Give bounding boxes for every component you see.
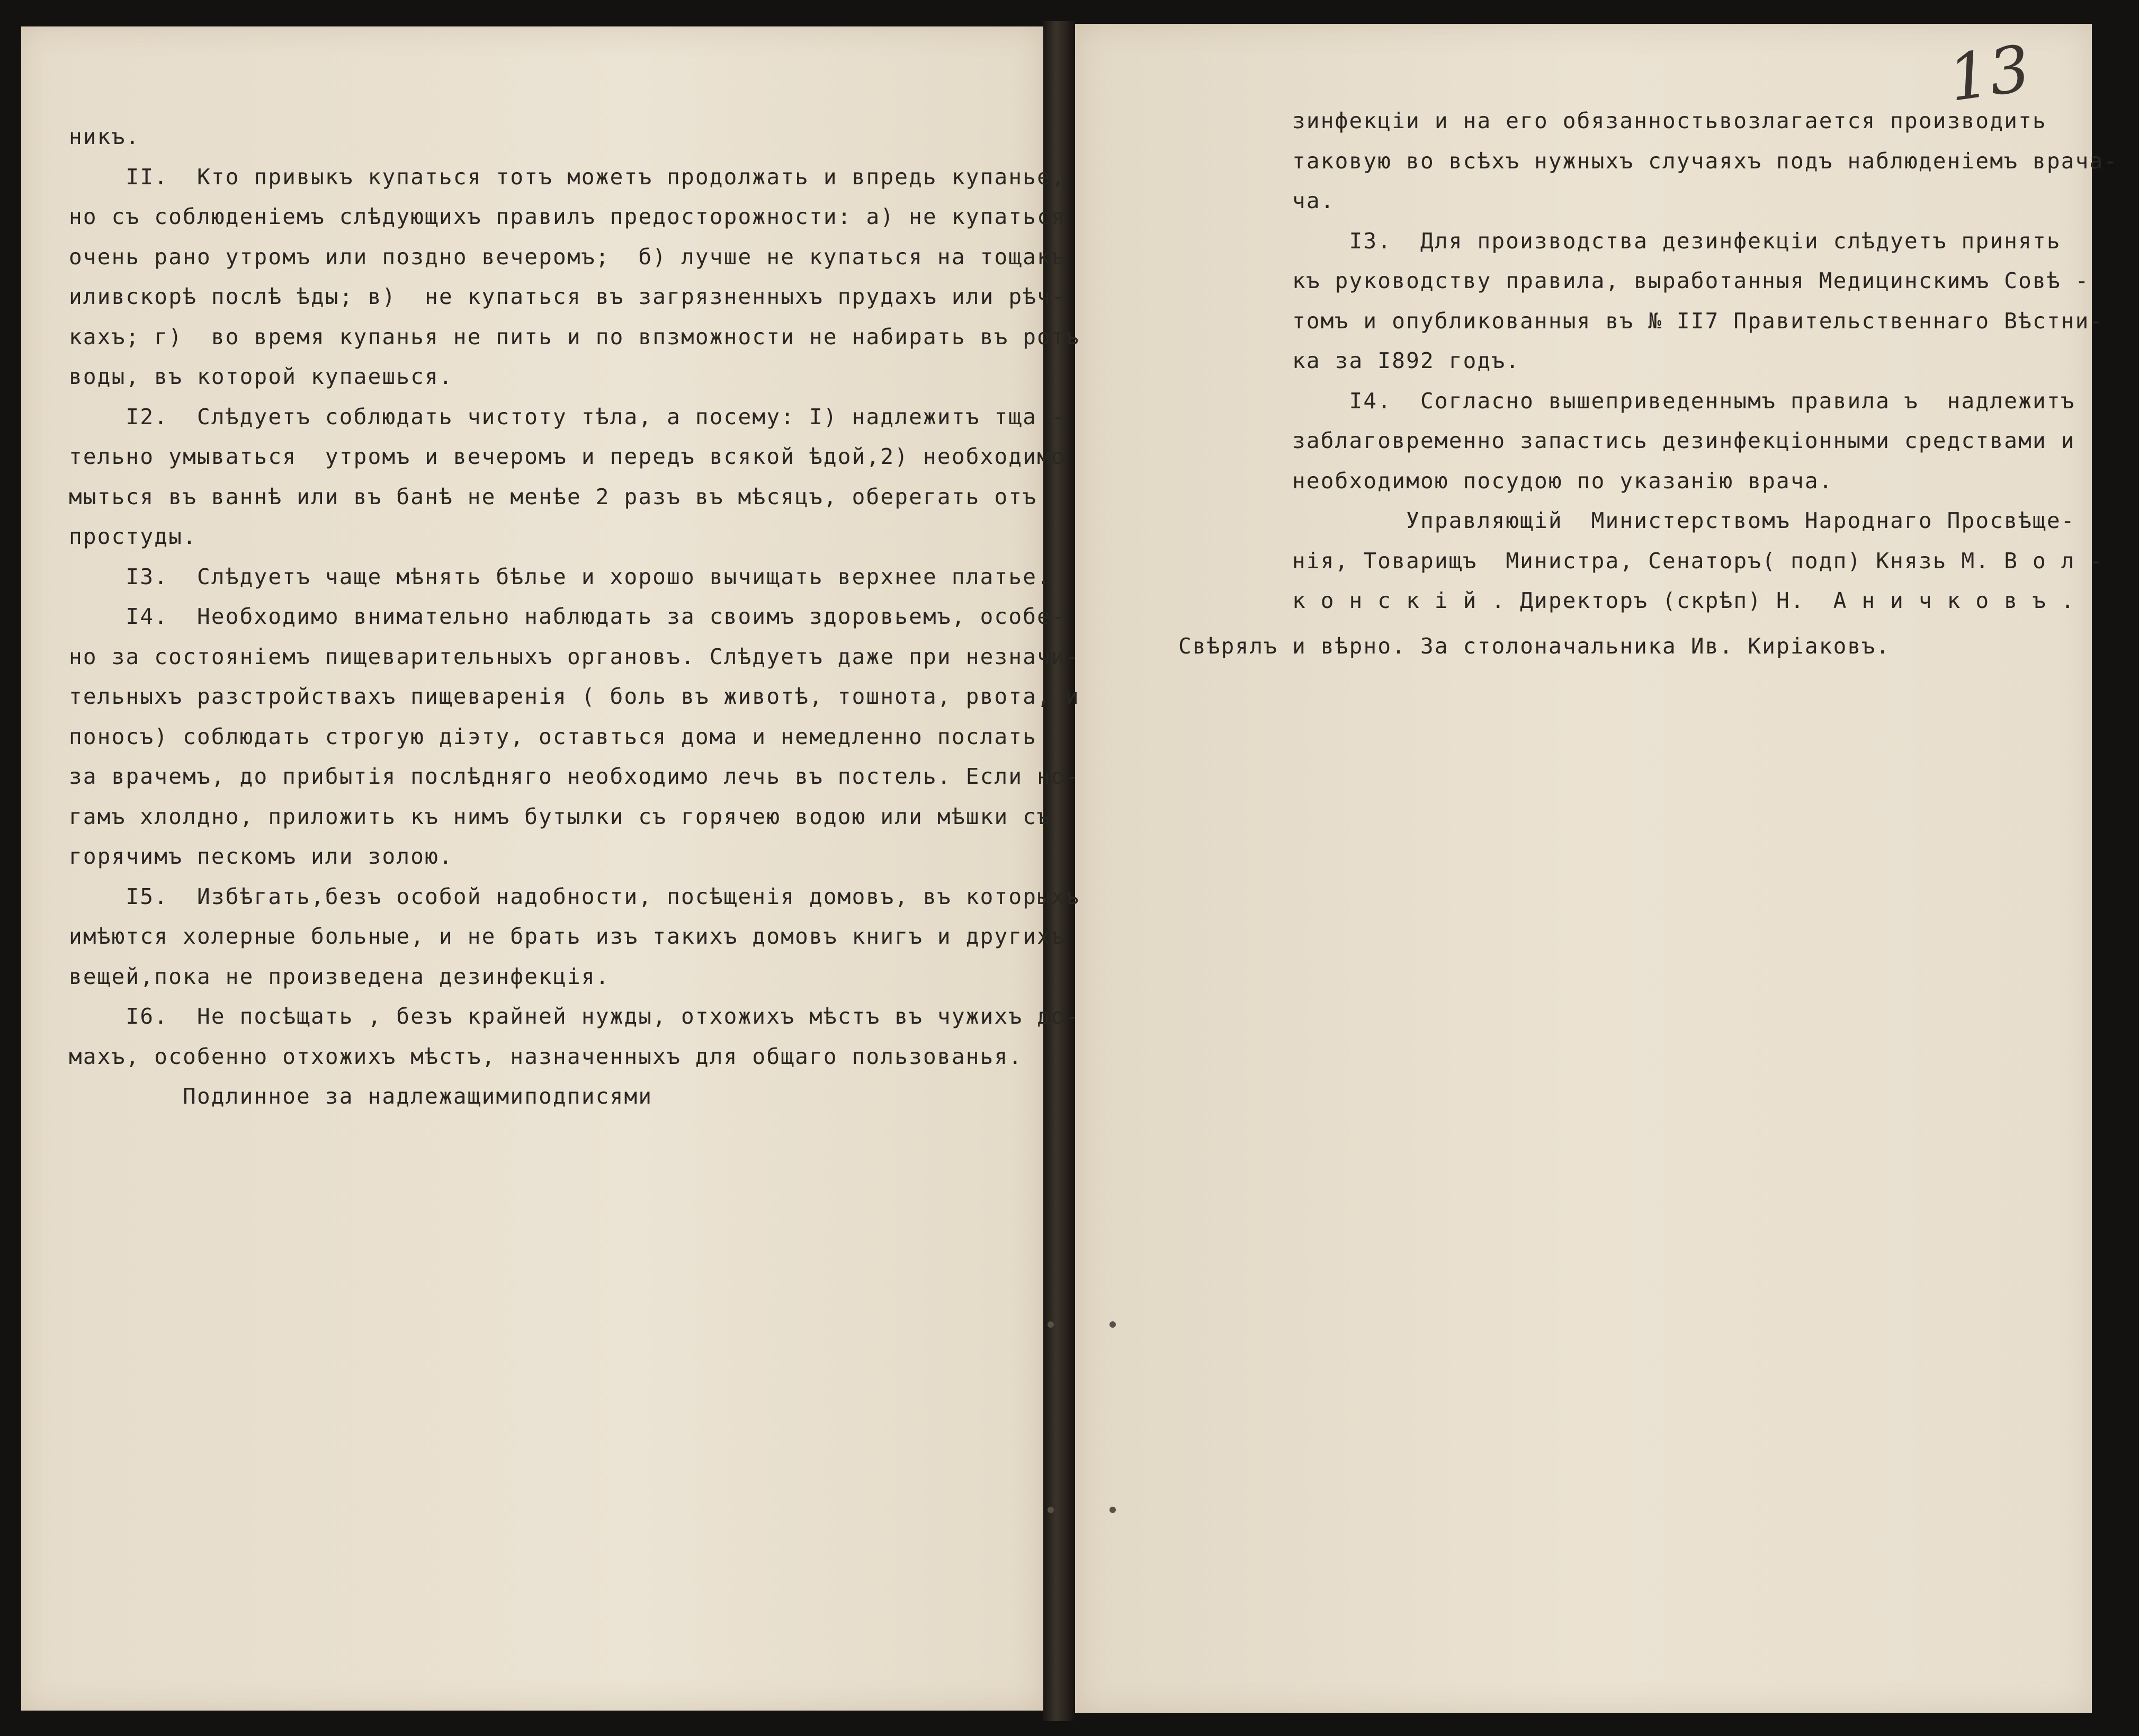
text-line: никъ. — [69, 124, 140, 149]
text-line: за врачемъ, до прибытія послѣдняго необходимо лечь въ постель. Если но- — [69, 764, 1080, 789]
punch-hole — [1109, 1321, 1116, 1328]
text-line: Управляющій Министерствомъ Народнаго Просвѣще- — [1292, 508, 2075, 533]
text-line: ка за I892 годъ. — [1292, 348, 1520, 373]
text-line: поносъ) соблюдать строгую діэту, оставться дома и немедленно послать — [69, 723, 1037, 749]
text-line: иливскорѣ послѣ ѣды; в) не купаться въ загрязненныхъ прудахъ или рѣч- — [69, 284, 1066, 309]
text-line: II. Кто привыкъ купаться тотъ можетъ продолжать и впредь купанье, — [69, 164, 1066, 190]
text-line: простуды. — [69, 524, 197, 549]
text-line: необходимою посудою по указанію врача. — [1292, 468, 1833, 494]
text-line: кахъ; г) во время купанья не пить и по впзможности не набирать въ ротъ — [69, 324, 1080, 350]
text-line: махъ, особенно отхожихъ мѣстъ, назначенныхъ для общаго пользованья. — [69, 1043, 1023, 1069]
text-line: Подлинное за надлежащимиподписями — [69, 1084, 653, 1109]
text-line: но съ соблюденіемъ слѣдующихъ правилъ предосторожности: а) не купаться — [69, 204, 1066, 229]
punch-hole — [1048, 1321, 1054, 1328]
text-line: зинфекціи и на его обязанностьвозлагается производить — [1292, 108, 2047, 133]
text-line: гамъ хлолдно, приложить къ нимъ бутылки съ горячею водою или мѣшки съ — [69, 803, 1052, 829]
binding-gutter — [1043, 21, 1075, 1721]
text-line: вещей,пока не произведена дезинфекція. — [69, 963, 610, 989]
certification-line: Свѣрялъ и вѣрно. За столоначальника Ив. Киріаковъ. — [1178, 633, 1891, 659]
text-line: I2. Слѣдуетъ соблюдать чистоту тѣла, а посему: I) надлежитъ тща - — [69, 404, 1066, 429]
text-line: къ руководству правила, выработанныя Медицинскимъ Совѣ - — [1292, 268, 2090, 293]
text-line: воды, въ которой купаешься. — [69, 364, 453, 389]
text-line: заблаговременно запастись дезинфекціонными средствами и — [1292, 428, 2075, 453]
text-line: I3. Слѣдуетъ чаще мѣнять бѣлье и хорошо вычищать верхнее платье. — [69, 563, 1052, 589]
text-line: I3. Для производства дезинфекціи слѣдуетъ принять — [1292, 228, 2061, 254]
text-line: ча. — [1292, 188, 1335, 213]
punch-hole — [1048, 1507, 1054, 1513]
text-line: таковую во всѣхъ нужныхъ случаяхъ подъ наблюденіемъ врача- — [1292, 148, 2118, 174]
text-line: тельно умываться утромъ и вечеромъ и передъ всякой ѣдой,2) необходимо — [69, 444, 1066, 469]
text-line: I5. Избѣгать,безъ особой надобности, посѣщенія домовъ, въ которыхъ — [69, 883, 1080, 909]
text-line: нія, Товарищъ Министра, Сенаторъ( подп) Князь М. В о л - — [1292, 548, 2104, 574]
punch-hole — [1109, 1507, 1116, 1513]
text-line: томъ и опубликованныя въ № II7 Правительственнаго Вѣстни- — [1292, 308, 2104, 334]
text-line: к о н с к і й . Директоръ (скрѣп) Н. А н и ч к о в ъ . — [1292, 588, 2075, 613]
text-line: I6. Не посѣщать , безъ крайней нужды, отхожихъ мѣстъ въ чужихъ до- — [69, 1004, 1080, 1029]
text-line: I4. Необходимо внимательно наблюдать за своимъ здоровьемъ, особе- — [69, 604, 1066, 629]
text-line: но за состояніемъ пищеварительныхъ органовъ. Слѣдуетъ даже при незначи- — [69, 643, 1080, 669]
text-line: очень рано утромъ или поздно вечеромъ; б) лучше не купаться на тощакъ — [69, 244, 1066, 270]
folio-number: 13 — [1944, 32, 2035, 116]
text-line: имѣются холерные больные, и не брать изъ такихъ домовъ книгъ и другихъ — [69, 924, 1066, 949]
text-line: I4. Согласно вышеприведеннымъ правила ъ надлежитъ — [1292, 388, 2075, 414]
text-line: мыться въ ваннѣ или въ банѣ не менѣе 2 разъ въ мѣсяцъ, оберегать отъ — [69, 484, 1037, 509]
text-line: горячимъ пескомъ или золою. — [69, 844, 453, 869]
text-line: тельныхъ разстройствахъ пищеваренія ( боль въ животѣ, тошнота, рвота, и — [69, 684, 1080, 709]
